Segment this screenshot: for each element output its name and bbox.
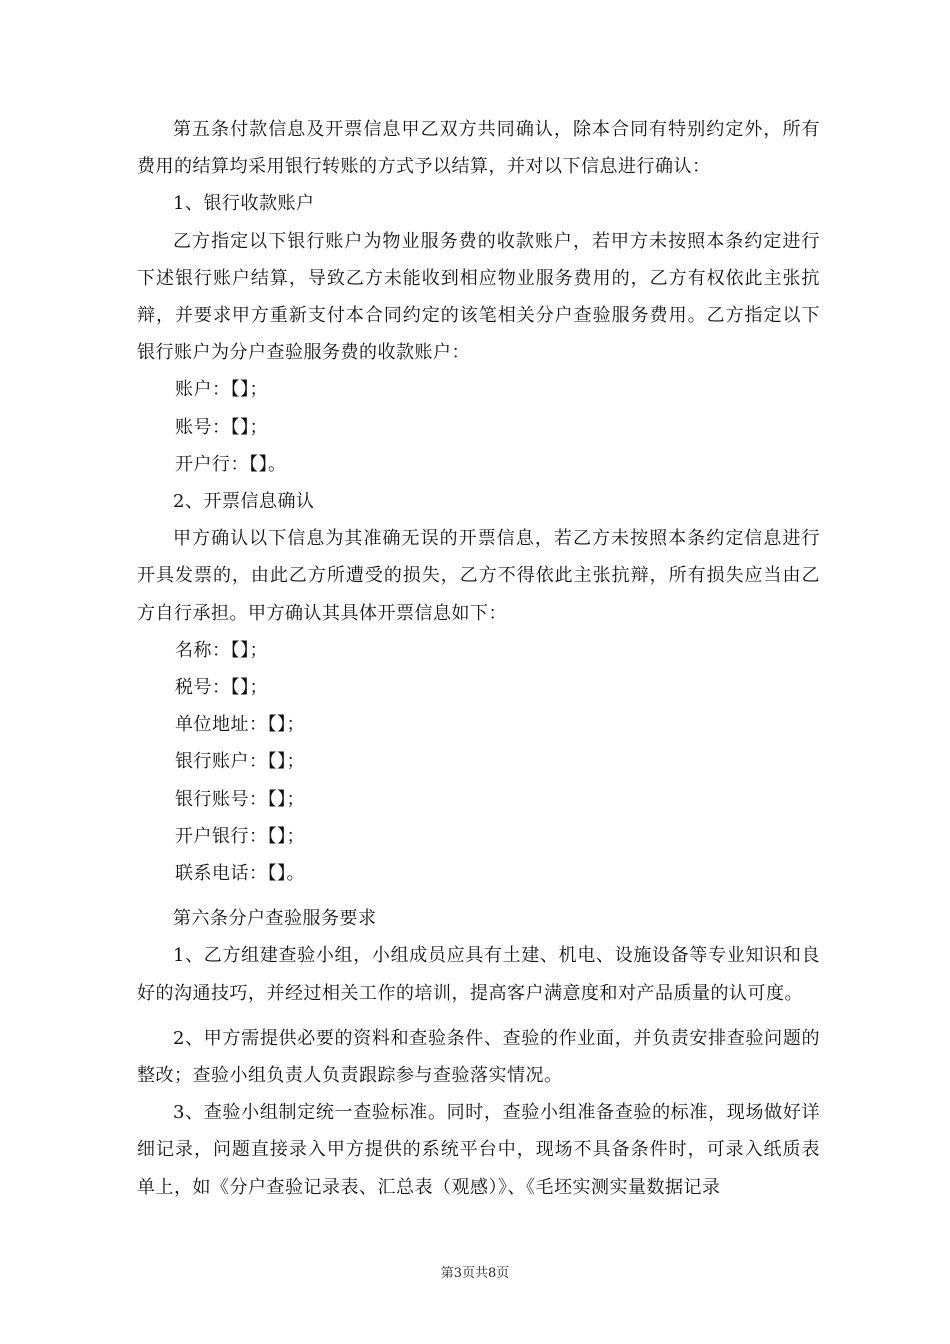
bank-field-account-number: 账号：【】； <box>175 416 268 438</box>
bank-field-bank: 开户行：【】。 <box>175 453 287 475</box>
invoice-field-bank: 开户银行：【】； <box>175 825 305 847</box>
article6-heading: 第六条分户查验服务要求 <box>173 908 377 930</box>
bank-account-heading: 1、银行收款账户 <box>173 193 315 215</box>
invoice-text: 甲方确认以下信息为其准确无误的开票信息，若乙方未按照本条约定信息进行开具发票的，由此乙方所遭受的损失，乙方不得依此主张抗辩，所有损失应当由乙方自行承担。甲方确认其具体开票信息如下： <box>137 528 820 624</box>
invoice-heading: 2、开票信息确认 <box>173 491 315 513</box>
article6-item-3: 3、查验小组制定统一查验标准。同时，查验小组准备查验的标准，现场做好详细记录，问题直接录入甲方提供的系统平台中，现场不具备条件时，可录入纸质表单上，如《分户查验记录表、汇总表（观感）》、《毛坯实测实量数据记录 <box>137 1102 820 1198</box>
invoice-field-bank-number: 银行账号：【】； <box>175 788 305 810</box>
article5-intro: 第五条付款信息及开票信息甲乙双方共同确认，除本合同有特别约定外，所有费用的结算均采用银行转账的方式予以结算，并对以下信息进行确认： <box>137 119 820 178</box>
page-footer <box>0 1262 950 1281</box>
invoice-field-bank-account: 银行账户：【】； <box>175 751 305 773</box>
bank-field-account-name: 账户：【】； <box>175 379 268 401</box>
invoice-field-tax-id: 税号：【】； <box>175 677 268 699</box>
article6-item-1: 1、乙方组建查验小组，小组成员应具有土建、机电、设施设备等专业知识和良好的沟通技巧，并经过相关工作的培训，提高客户满意度和对产品质量的认可度。 <box>137 945 820 1004</box>
invoice-field-phone: 联系电话：【】。 <box>175 863 305 885</box>
invoice-field-name: 名称：【】； <box>175 639 268 661</box>
invoice-field-address: 单位地址：【】； <box>175 714 305 736</box>
article6-item-2: 2、甲方需提供必要的资料和查验条件、查验的作业面，并负责安排查验问题的整改；查验小组负责人负责跟踪参与查验落实情况。 <box>137 1027 820 1087</box>
bank-account-text: 乙方指定以下银行账户为物业服务费的收款账户，若甲方未按照本条约定进行下述银行账户结算，导致乙方未能收到相应物业服务费用的，乙方有权依此主张抗辩，并要求甲方重新支付本合同约定的该笔相关分户查验服务费用。乙方指定以下银行账户为分户查验服务费的收款账户： <box>137 230 820 364</box>
page-number: 第3页共8页 <box>440 1266 510 1281</box>
document-body <box>137 111 820 1206</box>
